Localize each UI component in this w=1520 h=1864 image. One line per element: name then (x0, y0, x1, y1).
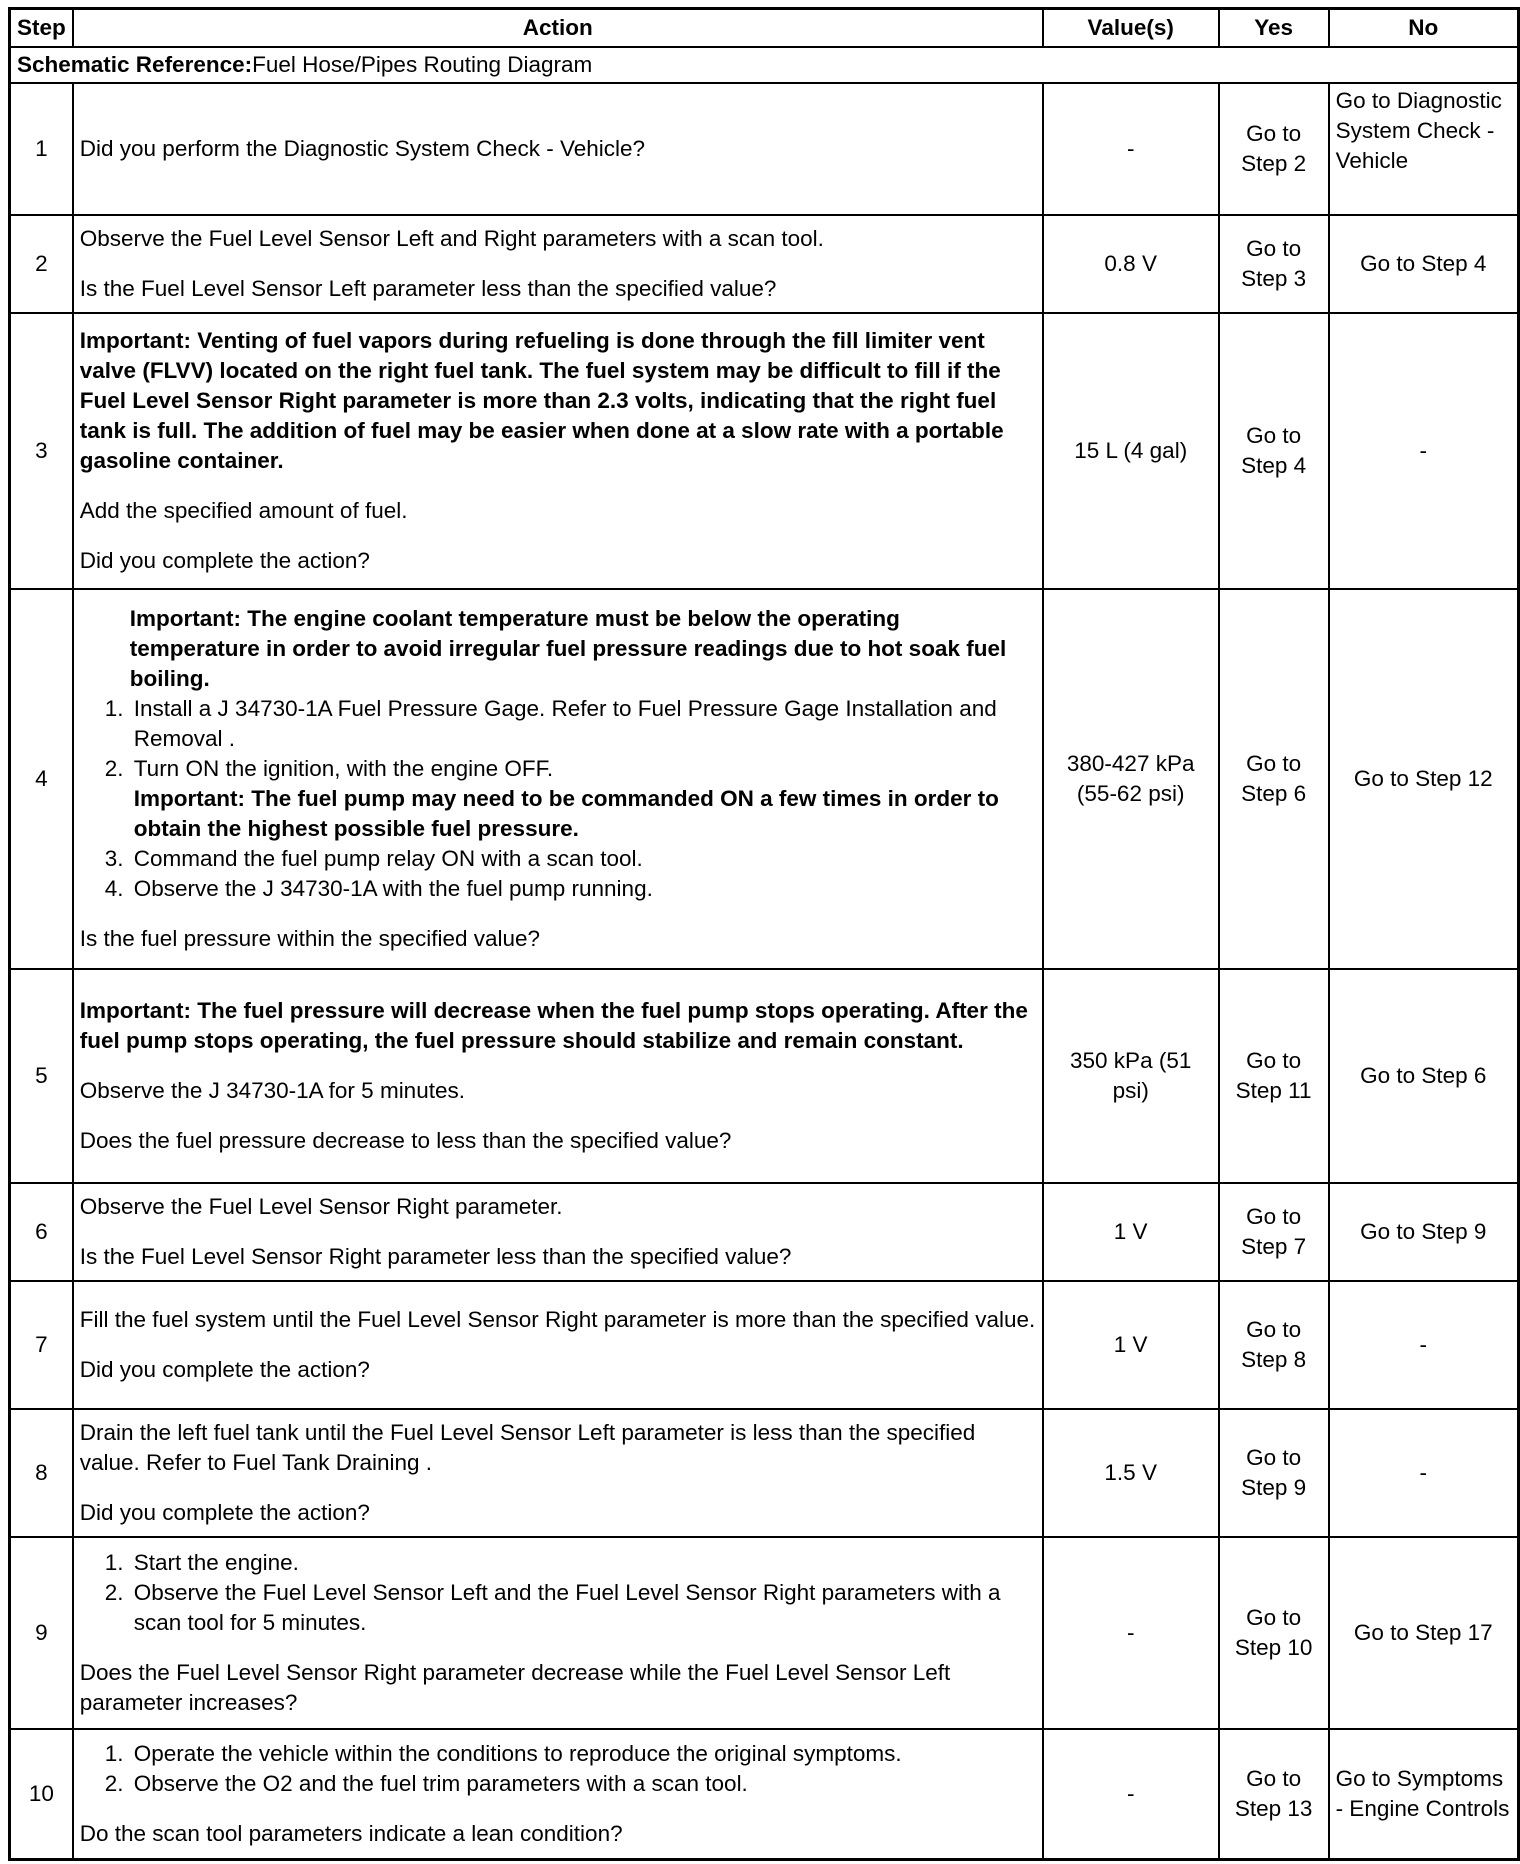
action-question: Is the fuel pressure within the specified value? (79, 926, 541, 951)
list-item: 1. Operate the vehicle within the conditions to reproduce the original symptoms. (130, 1739, 1036, 1769)
action-cell (73, 313, 1043, 589)
table-row (10, 1409, 1519, 1537)
value-cell: 15 L (4 gal) (1043, 313, 1219, 589)
step-number: 3 (10, 313, 73, 589)
yes-cell[interactable]: Go to Step 2 (1219, 83, 1329, 215)
list-item: 2. Observe the O2 and the fuel trim parameters with a scan tool. (130, 1769, 1036, 1799)
action-question: Did you complete the action? (79, 1500, 370, 1525)
value-cell: 1.5 V (1043, 1409, 1219, 1537)
table-row (10, 1281, 1519, 1409)
header-row (10, 9, 1519, 48)
action-cell (73, 1281, 1043, 1409)
step-number: 5 (10, 969, 73, 1183)
yes-cell[interactable]: Go to Step 4 (1219, 313, 1329, 589)
step-number: 1 (10, 83, 73, 215)
schematic-label: Schematic Reference: (17, 52, 253, 77)
no-cell[interactable]: Go to Symptoms - Engine Controls (1329, 1729, 1519, 1859)
action-text: Add the specified amount of fuel. (79, 498, 408, 523)
yes-cell[interactable]: Go to Step 11 (1219, 969, 1329, 1183)
schematic-cell (10, 47, 1519, 83)
no-cell[interactable]: Go to Step 12 (1329, 589, 1519, 969)
action-cell (73, 1409, 1043, 1537)
yes-cell[interactable]: Go to Step 7 (1219, 1183, 1329, 1281)
value-cell: - (1043, 1537, 1219, 1729)
yes-cell[interactable]: Go to Step 8 (1219, 1281, 1329, 1409)
table-row (10, 1183, 1519, 1281)
list-item: 2. Observe the Fuel Level Sensor Left and the Fuel Level Sensor Right parameters with a scan tool for 5 minutes. (130, 1578, 1036, 1638)
list-item: 3. Command the fuel pump relay ON with a scan tool. (130, 844, 1036, 874)
action-text: Observe the Fuel Level Sensor Right parameter. (79, 1194, 563, 1219)
important-note: Important: The fuel pressure will decrease when the fuel pump stops operating. After the fuel pump stops operating, the fuel pressure should stabilize and remain constant. (79, 998, 1028, 1053)
value-cell: 0.8 V (1043, 215, 1219, 313)
value-cell: 1 V (1043, 1183, 1219, 1281)
no-cell[interactable]: Go to Step 6 (1329, 969, 1519, 1183)
action-cell (73, 1729, 1043, 1859)
schematic-row (10, 47, 1519, 83)
no-cell[interactable]: Go to Diagnostic System Check - Vehicle (1329, 83, 1519, 215)
no-cell[interactable]: Go to Step 4 (1329, 215, 1519, 313)
header-action: Action (73, 9, 1043, 48)
action-cell (73, 83, 1043, 215)
list-item: 1. Install a J 34730-1A Fuel Pressure Gage. Refer to Fuel Pressure Gage Installation and Removal . (130, 694, 1036, 754)
value-cell: - (1043, 83, 1219, 215)
yes-cell[interactable]: Go to Step 13 (1219, 1729, 1329, 1859)
action-question: Did you complete the action? (79, 548, 370, 573)
value-cell: 380-427 kPa (55-62 psi) (1043, 589, 1219, 969)
table-row (10, 215, 1519, 313)
yes-cell[interactable]: Go to Step 3 (1219, 215, 1329, 313)
table-row (10, 589, 1519, 969)
action-question: Does the fuel pressure decrease to less than the specified value? (79, 1128, 732, 1153)
action-question: Did you perform the Diagnostic System Check - Vehicle? (79, 136, 646, 161)
step-number: 2 (10, 215, 73, 313)
yes-cell[interactable]: Go to Step 10 (1219, 1537, 1329, 1729)
yes-cell[interactable]: Go to Step 9 (1219, 1409, 1329, 1537)
action-question: Do the scan tool parameters indicate a lean condition? (79, 1820, 623, 1846)
yes-cell[interactable]: Go to Step 6 (1219, 589, 1329, 969)
diagnostic-table (8, 7, 1520, 1861)
important-note: Important: The fuel pump may need to be commanded ON a few times in order to obtain the highest possible fuel pressure. (133, 786, 999, 841)
important-note: Important: The engine coolant temperature must be below the operating temperature in order to avoid irregular fuel pressure readings due to hot soak fuel boiling. (129, 606, 1007, 691)
no-cell: - (1329, 313, 1519, 589)
step-number: 9 (10, 1537, 73, 1729)
action-text: Observe the J 34730-1A for 5 minutes. (79, 1078, 465, 1103)
action-cell (73, 969, 1043, 1183)
action-question: Does the Fuel Level Sensor Right parameter decrease while the Fuel Level Sensor Left parameter increases? (79, 1660, 951, 1715)
step-number: 6 (10, 1183, 73, 1281)
table-row (10, 969, 1519, 1183)
table-row (10, 1537, 1519, 1729)
step-number: 10 (10, 1729, 73, 1859)
action-text: Fill the fuel system until the Fuel Level Sensor Right parameter is more than the specified value. (79, 1307, 1036, 1332)
value-cell: 350 kPa (51 psi) (1043, 969, 1219, 1183)
action-question: Is the Fuel Level Sensor Left parameter less than the specified value? (79, 276, 777, 301)
procedure-list (80, 1739, 1036, 1799)
action-cell (73, 215, 1043, 313)
action-question: Is the Fuel Level Sensor Right parameter less than the specified value? (79, 1244, 792, 1269)
header-no: No (1329, 9, 1519, 48)
header-step: Step (10, 9, 73, 48)
procedure-list (80, 1548, 1036, 1638)
procedure-list (80, 694, 1036, 904)
step-number: 4 (10, 589, 73, 969)
action-cell (73, 1183, 1043, 1281)
list-item: 4. Observe the J 34730-1A with the fuel pump running. (130, 874, 1036, 904)
step-number: 7 (10, 1281, 73, 1409)
action-cell (73, 1537, 1043, 1729)
value-cell: 1 V (1043, 1281, 1219, 1409)
action-question: Did you complete the action? (79, 1357, 370, 1382)
table-row (10, 83, 1519, 215)
schematic-link[interactable]: Fuel Hose/Pipes Routing Diagram (252, 52, 593, 77)
no-cell[interactable]: Go to Step 17 (1329, 1537, 1519, 1729)
list-item: 1. Start the engine. (130, 1548, 1036, 1578)
action-cell (73, 589, 1043, 969)
action-text: Observe the Fuel Level Sensor Left and Right parameters with a scan tool. (79, 226, 824, 251)
step-number: 8 (10, 1409, 73, 1537)
no-cell: - (1329, 1409, 1519, 1537)
no-cell: - (1329, 1281, 1519, 1409)
list-item: 2. Turn ON the ignition, with the engine OFF. Important: The fuel pump may need to be commanded ON a few times in order to obtain the highest possible fuel pressure. (130, 754, 1036, 844)
header-yes: Yes (1219, 9, 1329, 48)
no-cell[interactable]: Go to Step 9 (1329, 1183, 1519, 1281)
action-text: Drain the left fuel tank until the Fuel Level Sensor Left parameter is less than the specified value. Refer to Fuel Tank Draining . (79, 1420, 976, 1475)
important-note: Important: Venting of fuel vapors during refueling is done through the fill limiter vent valve (FLVV) located on the right fuel tank. The fuel system may be difficult to fill if the Fuel Level Sensor Right parameter is more than 2.3 volts, indicating that the right fuel tank is full. The addition of fuel may be easier when done at a slow rate with a portable gasoline container. (79, 328, 1004, 473)
table-row (10, 1729, 1519, 1859)
table-row (10, 313, 1519, 589)
value-cell: - (1043, 1729, 1219, 1859)
header-values: Value(s) (1043, 9, 1219, 48)
